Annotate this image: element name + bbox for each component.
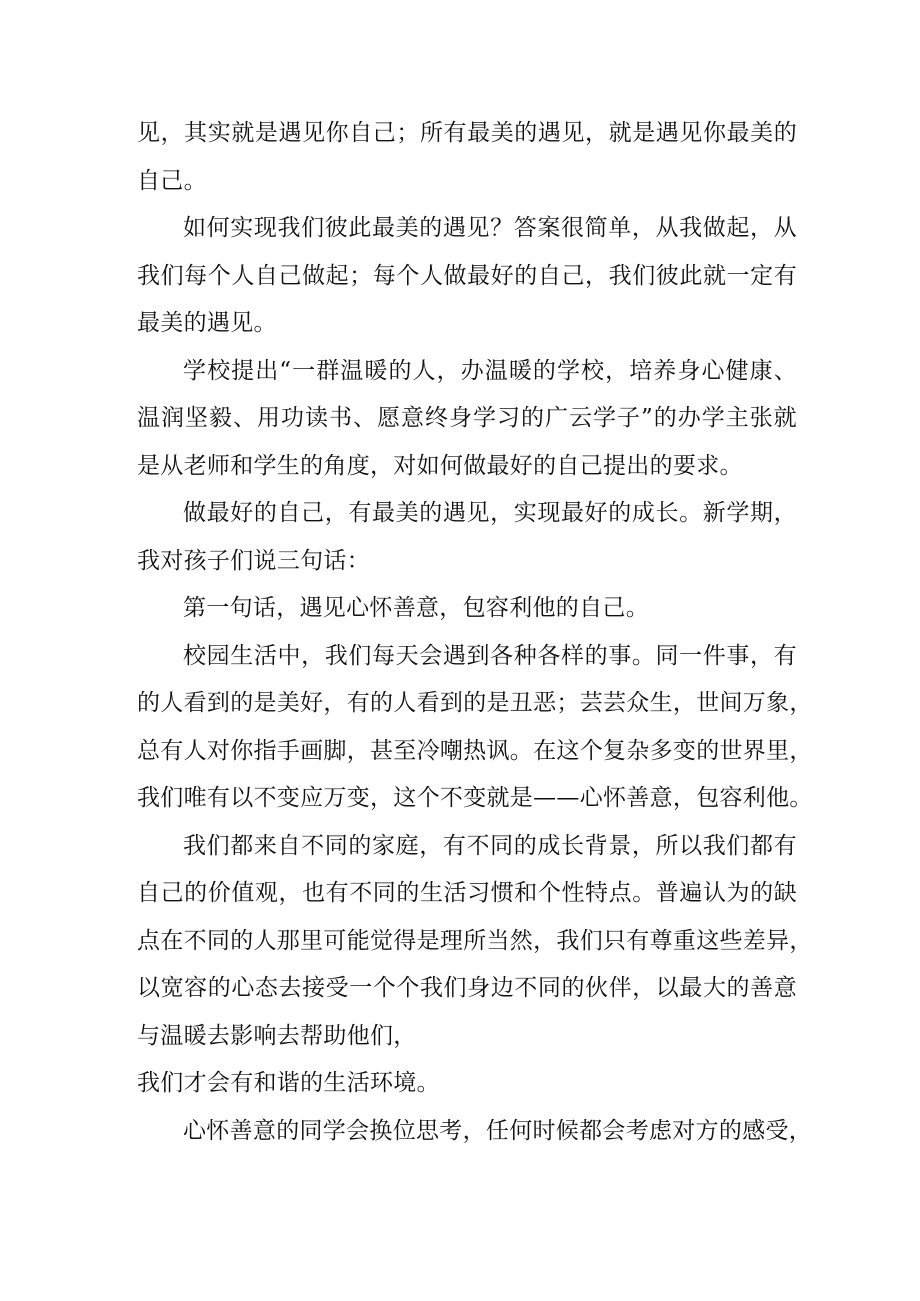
text-line: 做最好的自己，有最美的遇见，实现最好的成长。新学期， [183,500,797,526]
text-line: 是从老师和学生的角度，对如何做最好的自己提出的要求。 [137,452,743,479]
text-line: 以宽容的心态去接受一个个我们身边不同的伙伴，以最大的善意 [137,975,797,1001]
text-line: 的人看到的是美好，有的人看到的是丑恶；芸芸众生，世间万象， [137,690,813,716]
text-line: 我们每个人自己做起；每个人做最好的自己，我们彼此就一定有 [137,262,797,289]
paragraph-7 [137,823,813,1061]
text-line: 最美的遇见。 [137,310,277,336]
text-line: 总有人对你指手画脚，甚至冷嘲热讽。在这个复杂多变的世界里， [137,737,813,764]
text-line: 与温暖去影响去帮助他们， [137,1022,417,1049]
text-line: 第一句话，遇见心怀善意，包容利他的自己。 [183,595,649,621]
text-line: 温润坚毅、用功读书、愿意终身学习的广云学子”的办学主张就 [137,405,797,431]
text-line: 我对孩子们说三句话： [137,547,370,574]
text-line: 自己的价值观，也有不同的生活习惯和个性特点。普遍认为的缺 [137,880,797,906]
paragraph-9 [137,1108,813,1156]
paragraph-6 [137,633,813,823]
text-line: 心怀善意的同学会换位思考，任何时候都会考虑对方的感受， [183,1117,813,1144]
text-line: 点在不同的人那里可能觉得是理所当然，我们只有尊重这些差异， [137,927,813,954]
paragraph-5 [137,585,797,633]
text-line: 自己。 [137,167,207,194]
paragraph-3 [137,348,797,491]
paragraph-2 [137,205,797,348]
paragraph-8 [137,1060,797,1108]
paragraph-1 [137,110,797,205]
text-line: 我们才会有和谐的生活环境。 [137,1070,440,1096]
text-line: 校园生活中，我们每天会遇到各种各样的事。同一件事，有 [183,642,797,669]
text-line: 我们唯有以不变应万变，这个不变就是——心怀善意，包容利他。 [137,785,813,811]
text-line: 如何实现我们彼此最美的遇见？答案很简单，从我做起，从 [183,215,797,241]
document-body [137,110,813,1155]
paragraph-4 [137,490,797,585]
text-line: 见，其实就是遇见你自己；所有最美的遇见，就是遇见你最美的 [137,120,797,146]
text-line: 我们都来自不同的家庭，有不同的成长背景，所以我们都有 [183,832,797,859]
text-line: 学校提出“一群温暖的人，办温暖的学校，培养身心健康、 [183,357,797,384]
